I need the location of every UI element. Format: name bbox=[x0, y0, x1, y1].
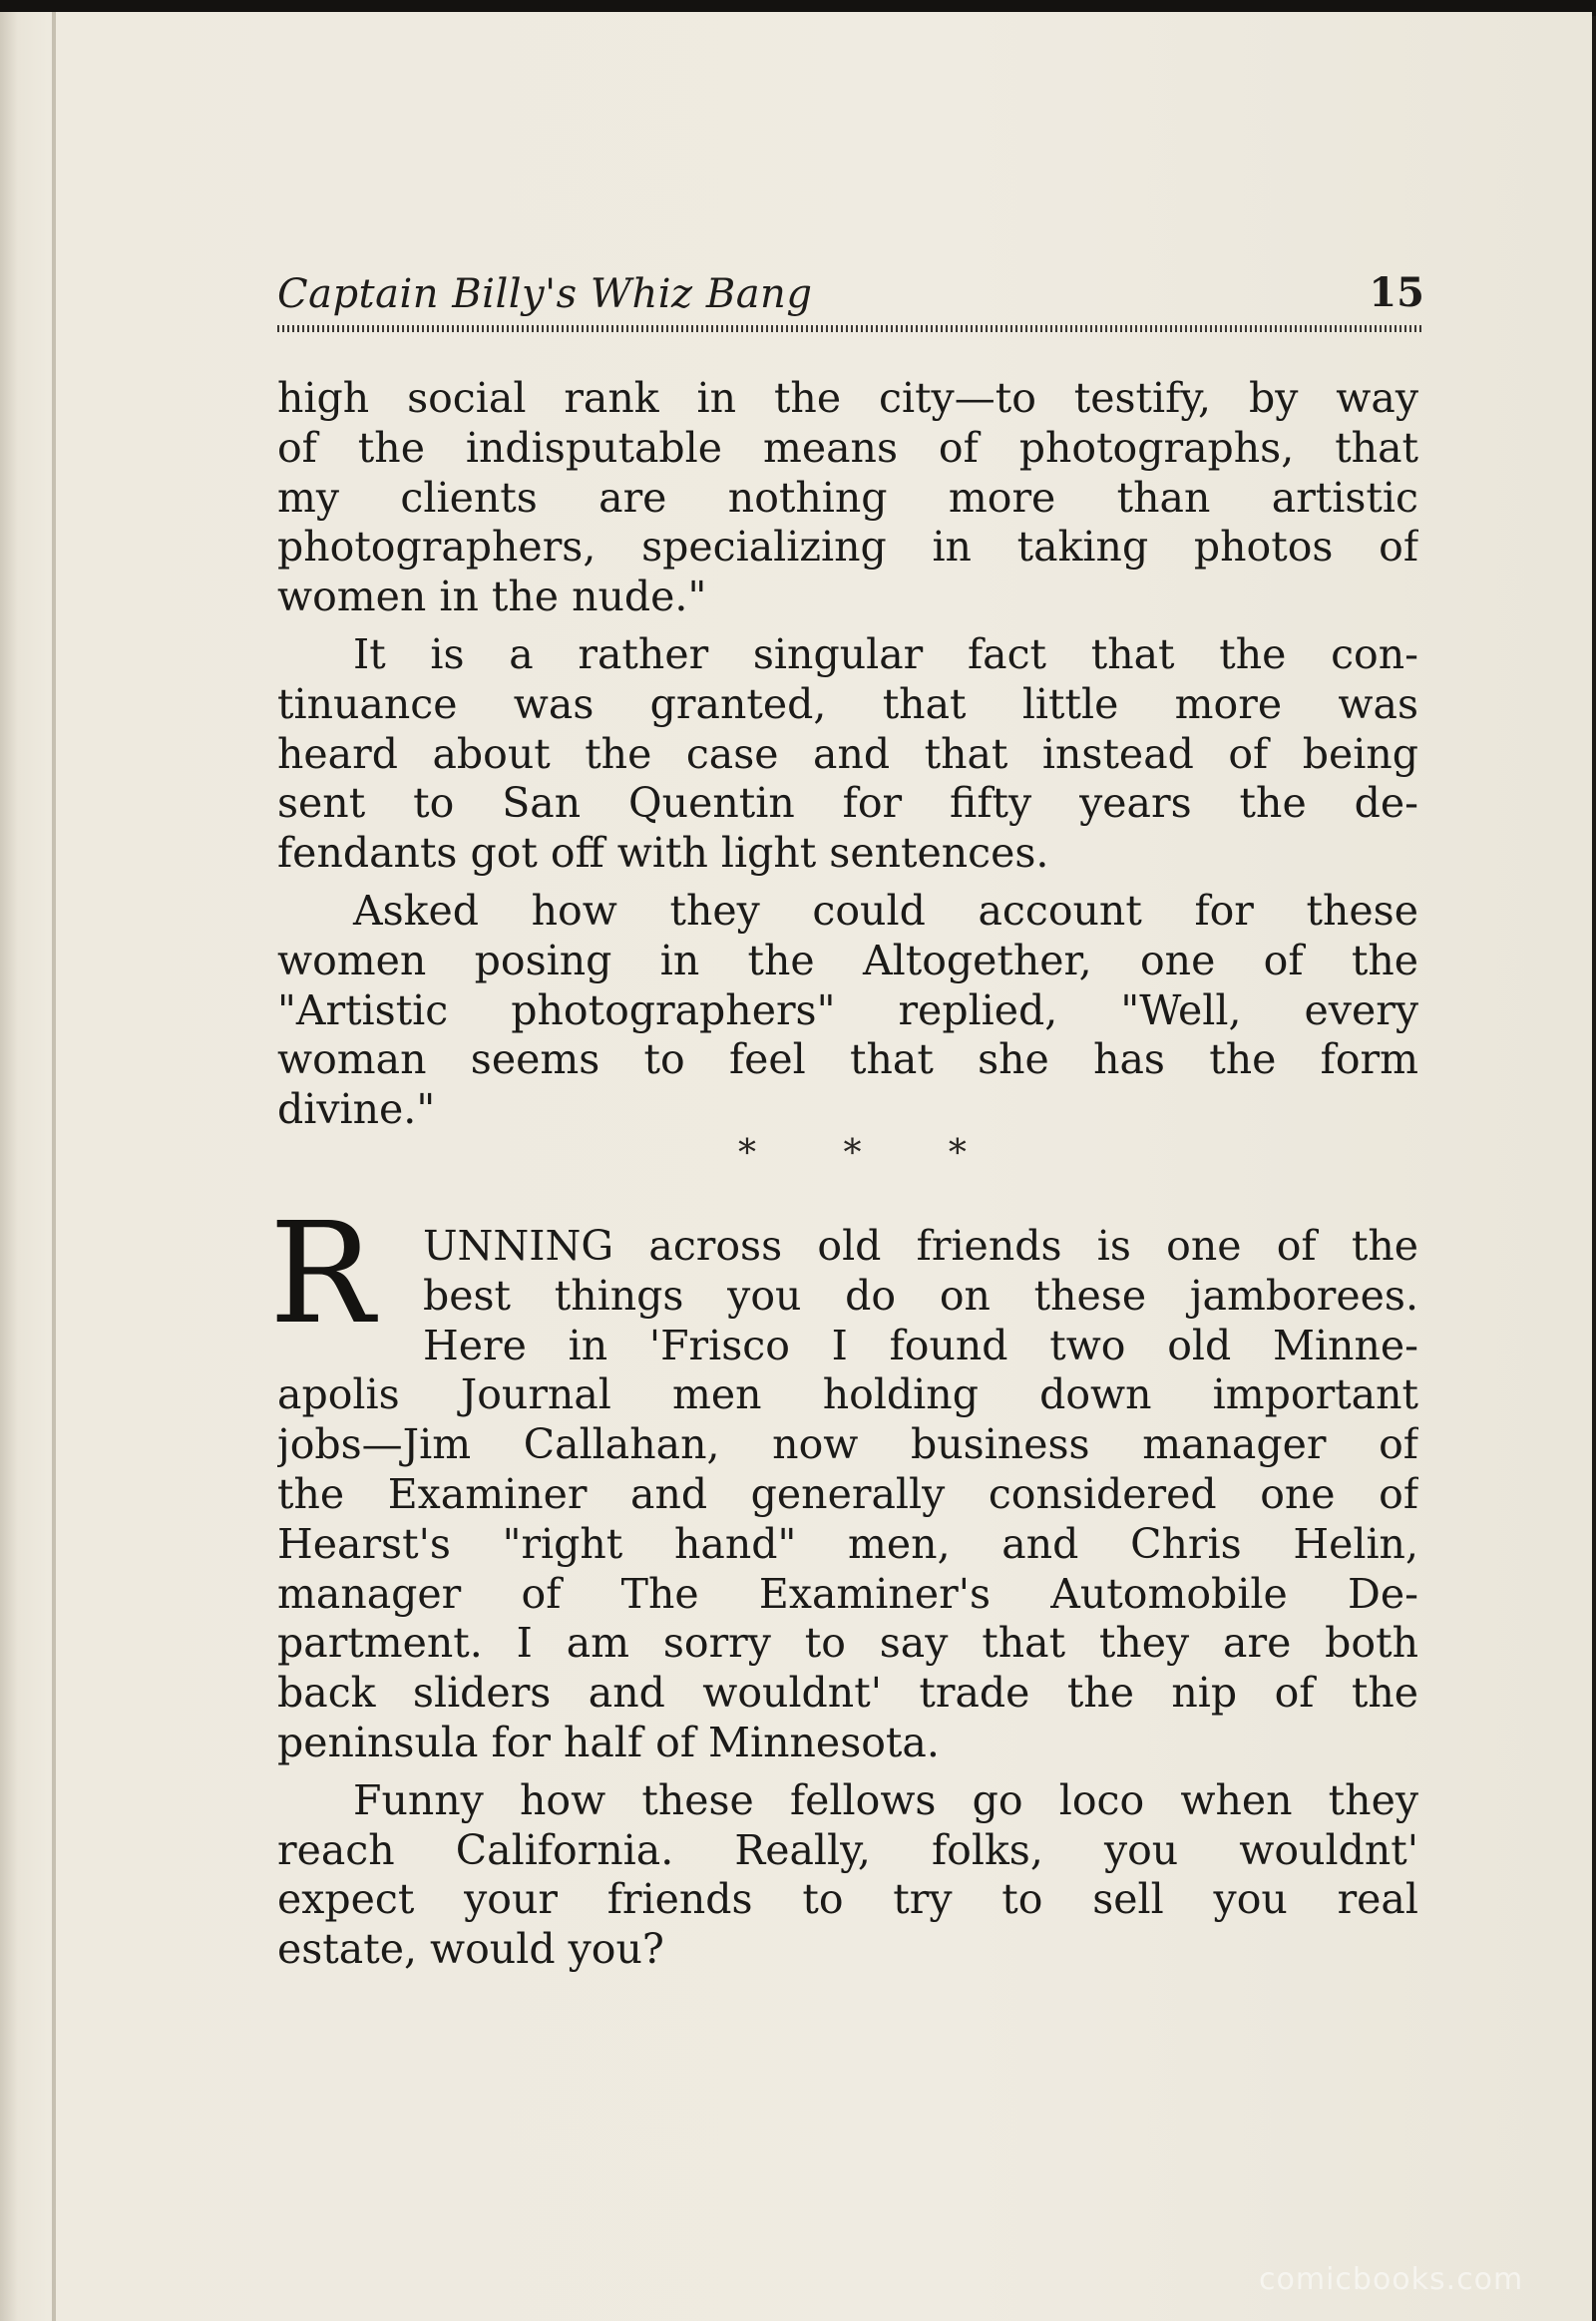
section-separator: * * * bbox=[738, 1133, 1004, 1174]
text-line: women in the nude." bbox=[277, 573, 707, 621]
text-line: heard about the case and that instead of being bbox=[277, 729, 1418, 778]
text-line: manager of The Examiner's Automobile De- bbox=[277, 1569, 1418, 1618]
paragraph-1 bbox=[277, 374, 1418, 622]
text-line: woman seems to feel that she has the form bbox=[277, 1035, 1418, 1084]
running-head bbox=[277, 267, 1424, 337]
watermark-stamp: comicbooks.com bbox=[1259, 2262, 1524, 2297]
text-line: my clients are nothing more than artistic bbox=[277, 473, 1418, 522]
text-line: Funny how these fellows go loco when they bbox=[353, 1775, 1418, 1824]
drop-cap: R bbox=[269, 1193, 375, 1355]
page-number: 15 bbox=[1369, 269, 1424, 316]
text-line: divine." bbox=[277, 1085, 436, 1134]
text-line: women posing in the Altogether, one of the bbox=[277, 936, 1418, 984]
text-line: "Artistic photographers" replied, "Well, every bbox=[277, 985, 1418, 1034]
text-line: photographers, specializing in taking photos of bbox=[277, 523, 1418, 572]
text-line: best things you do on these jamborees. bbox=[423, 1271, 1418, 1320]
text-line: high social rank in the city—to testify, by way bbox=[277, 374, 1418, 422]
body-text-section-2 bbox=[277, 1222, 1418, 1975]
page-gutter-shadow bbox=[52, 12, 56, 2321]
text-line: apolis Journal men holding down important bbox=[277, 1370, 1418, 1419]
text-line: Here in 'Frisco I found two old Minne- bbox=[423, 1321, 1418, 1369]
text-line: estate, would you? bbox=[277, 1925, 664, 1974]
header-dotted-rule bbox=[277, 325, 1424, 332]
text-line: fendants got off with light sentences. bbox=[277, 829, 1049, 878]
text-line: sent to San Quentin for fifty years the de- bbox=[277, 779, 1418, 828]
body-text bbox=[277, 374, 1418, 1135]
running-title: Captain Billy's Whiz Bang bbox=[277, 271, 813, 317]
text-line: back sliders and wouldnt' trade the nip of the bbox=[277, 1669, 1418, 1718]
text-line: Asked how they could account for these bbox=[353, 886, 1418, 935]
text-line: expect your friends to try to sell you real bbox=[277, 1875, 1418, 1924]
text-line: of the indisputable means of photographs, that bbox=[277, 423, 1418, 472]
paragraph-3 bbox=[277, 887, 1418, 1135]
text-line: It is a rather singular fact that the con- bbox=[353, 629, 1418, 678]
text-line: jobs—Jim Callahan, now business manager of bbox=[277, 1420, 1418, 1469]
text-line: peninsula for half of Minnesota. bbox=[277, 1718, 940, 1766]
text-line: partment. I am sorry to say that they are both bbox=[277, 1619, 1418, 1668]
paragraph-5 bbox=[277, 1776, 1418, 1975]
text-line: tinuance was granted, that little more was bbox=[277, 679, 1418, 728]
text-line: Hearst's "right hand" men, and Chris Helin, bbox=[277, 1519, 1418, 1568]
text-line: UNNING across old friends is one of the bbox=[423, 1222, 1418, 1270]
paragraph-4 bbox=[277, 1222, 1418, 1768]
text-line: the Examiner and generally considered one of bbox=[277, 1469, 1418, 1518]
paragraph-2 bbox=[277, 630, 1418, 879]
text-line: reach California. Really, folks, you wouldnt' bbox=[277, 1825, 1418, 1874]
